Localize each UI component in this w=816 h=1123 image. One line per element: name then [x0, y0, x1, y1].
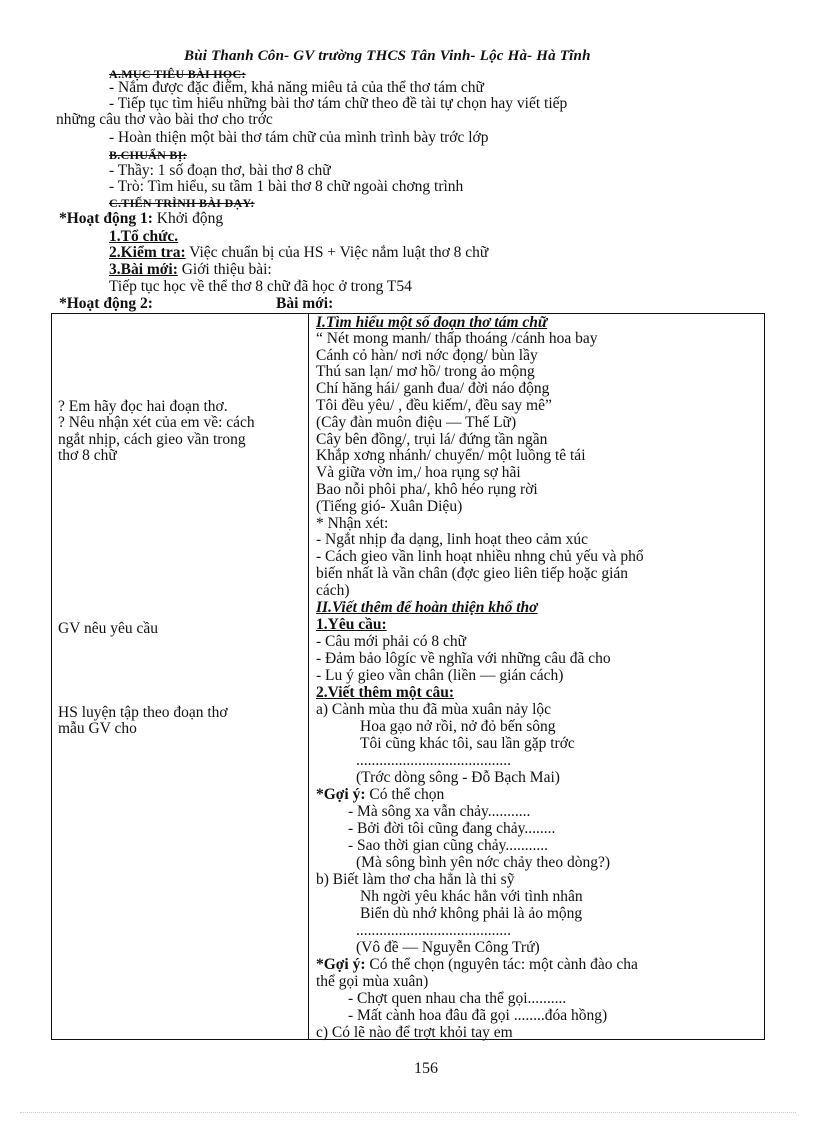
left-note: ? Em hãy đọc hai đoạn thơ. — [58, 398, 228, 415]
hint-line: - Sao thời gian cũng chảy........... — [348, 837, 549, 854]
page-header: Bùi Thanh Côn- GV trường THCS Tân Vinh- Lộc Hà- Hà Tĩnh — [184, 48, 591, 64]
note-line: biến nhất là vần chân (đợc gieo liên tiếp hoặc gián — [316, 565, 629, 582]
poem-line: Cánh cỏ hàn/ nơi nớc đọng/ bùn lầy — [316, 347, 538, 364]
poem-line: Tôi cũng khác tôi, sau lần gặp trớc — [360, 735, 575, 752]
left-note: mẫu GV cho — [58, 720, 137, 737]
poem-line: Cây bên đồng/, trụi lá/ đứng tần ngần — [316, 431, 548, 448]
section-b-heading: B.CHUẨN BỊ: — [109, 148, 187, 162]
hint-line: - Chợt quen nhau cha thể gọi.......... — [348, 990, 567, 1007]
hint-line: - Mà sông xa vẫn chảy........... — [348, 803, 531, 820]
section-a-heading: A.MỤC TIÊU BÀI HỌC: — [109, 67, 246, 81]
exercise-b: b) Biết làm thơ cha hẳn là thi sỹ — [316, 871, 515, 888]
hint-line: thể gọi mùa xuân) — [316, 973, 429, 990]
poem-line: Hoa gạo nở rồi, nở đỏ bến sông — [360, 718, 556, 735]
poem-line: Bao nỗi phôi pha/, khô héo rụng rời — [316, 481, 538, 498]
dotted-line: ........................................ — [356, 752, 511, 769]
req-title: 1.Yêu cầu: — [316, 616, 387, 633]
note-line: * Nhận xét: — [316, 515, 389, 532]
hint-line: - Mất cành hoa đâu đã gọi ........đóa hồng) — [348, 1007, 608, 1024]
poem-line: (Tiếng gió- Xuân Diệu) — [316, 498, 463, 515]
part-2-title: II.Viết thêm để hoàn thiện khổ thơ — [316, 599, 538, 616]
note-line: - Cách gieo vần linh hoạt nhiều nhng chủ yếu và phổ — [316, 548, 644, 565]
activity-1: *Hoạt động 1: Khởi động — [59, 210, 224, 227]
left-note: ngắt nhịp, cách gieo vần trong — [58, 431, 246, 448]
section-a-line: - Nắm được đặc điểm, khả năng miêu tả của thể thơ tám chữ — [109, 79, 484, 96]
intro-line: Tiếp tục học về thể thơ 8 chữ đã học ở trong T54 — [109, 278, 412, 295]
activity-2-label: *Hoạt động 2: — [59, 295, 153, 312]
page-edge — [20, 1112, 796, 1113]
table-column-divider — [308, 313, 309, 1040]
note-line: - Ngắt nhịp đa dạng, linh hoạt theo cảm xúc — [316, 531, 589, 548]
part-1-title: I.Tìm hiểu một số đoạn thơ tám chữ — [316, 314, 548, 331]
hint-line: - Bởi đời tôi cũng đang chảy........ — [348, 820, 556, 837]
note-line: cách) — [316, 582, 350, 599]
dotted-line: ........................................ — [356, 922, 511, 939]
poem-line: Và giữa vờn im,/ hoa rụng sợ hãi — [316, 464, 521, 481]
poem-line: Tôi đều yêu/ , đều kiếm/, đều say mê” — [316, 397, 552, 414]
poem-line: Biển dù nhớ không phải là ảo mộng — [360, 905, 583, 922]
page-number: 156 — [414, 1060, 438, 1077]
req-line: - Đảm bảo lôgíc về nghĩa với những câu đã cho — [316, 650, 611, 667]
poem-line: (Cây đàn muôn điệu — Thế Lữ) — [316, 414, 517, 431]
poem-line: Chí hăng hái/ ganh đua/ đời náo động — [316, 380, 550, 397]
hint-line: (Mà sông bình yên nớc chảy theo dòng?) — [356, 854, 610, 871]
poem-line: “ Nét mong manh/ thấp thoáng /cánh hoa bay — [316, 330, 598, 347]
step-1: 1.Tổ chức. — [109, 228, 179, 245]
poem-line: Khắp xơng nhánh/ chuyển/ một luồng tê tái — [316, 447, 586, 464]
section-a-line: - Hoàn thiện một bài thơ tám chữ của mình trình bày trớc lớp — [109, 129, 489, 146]
poem-line: Thú san lạn/ mơ hồ/ trong ảo mộng — [316, 363, 535, 380]
section-b-line: - Thầy: 1 số đoạn thơ, bài thơ 8 chữ — [109, 162, 331, 179]
section-a-line: những câu thơ vào bài thơ cho trớc — [56, 111, 273, 128]
source-line: (Vô đề — Nguyễn Công Trứ) — [356, 939, 540, 956]
step-3: 3.Bài mới: Giới thiệu bài: — [109, 261, 272, 278]
section-b-line: - Trò: Tìm hiểu, su tầm 1 bài thơ 8 chữ ngoài chơng trình — [109, 178, 464, 195]
activity-2-title: Bài mới: — [276, 295, 334, 312]
left-note: thơ 8 chữ — [58, 447, 117, 464]
left-note: ? Nêu nhận xét của em về: cách — [58, 414, 255, 431]
source-line: (Trớc dòng sông - Đỗ Bạch Mai) — [356, 769, 560, 786]
poem-line: Nh ngời yêu khác hẳn với tình nhân — [360, 888, 583, 905]
exercise-c: c) Có lẽ nào để trợt khỏi tay em — [316, 1024, 513, 1041]
hint-b: *Gợi ý: Có thể chọn (nguyên tác: một cành đào cha — [316, 956, 638, 973]
section-c-heading: C.TIẾN TRÌNH BÀI DẠY: — [109, 196, 255, 210]
left-note: GV nêu yêu cầu — [58, 620, 159, 637]
hint-a: *Gợi ý: Có thể chọn — [316, 786, 445, 803]
req-line: - Lu ý gieo vần chân (liền — gián cách) — [316, 667, 564, 684]
left-note: HS luyện tập theo đoạn thơ — [58, 704, 228, 721]
req-line: - Câu mới phải có 8 chữ — [316, 633, 467, 650]
step-2: 2.Kiểm tra: Việc chuẩn bị của HS + Việc nắm luật thơ 8 chữ — [109, 244, 489, 261]
exercise-a: a) Cành mùa thu đã mùa xuân nảy lộc — [316, 701, 552, 718]
write-title: 2.Viết thêm một câu: — [316, 684, 455, 701]
section-a-line: - Tiếp tục tìm hiểu những bài thơ tám chữ theo đề tài tự chọn hay viết tiếp — [109, 95, 568, 112]
